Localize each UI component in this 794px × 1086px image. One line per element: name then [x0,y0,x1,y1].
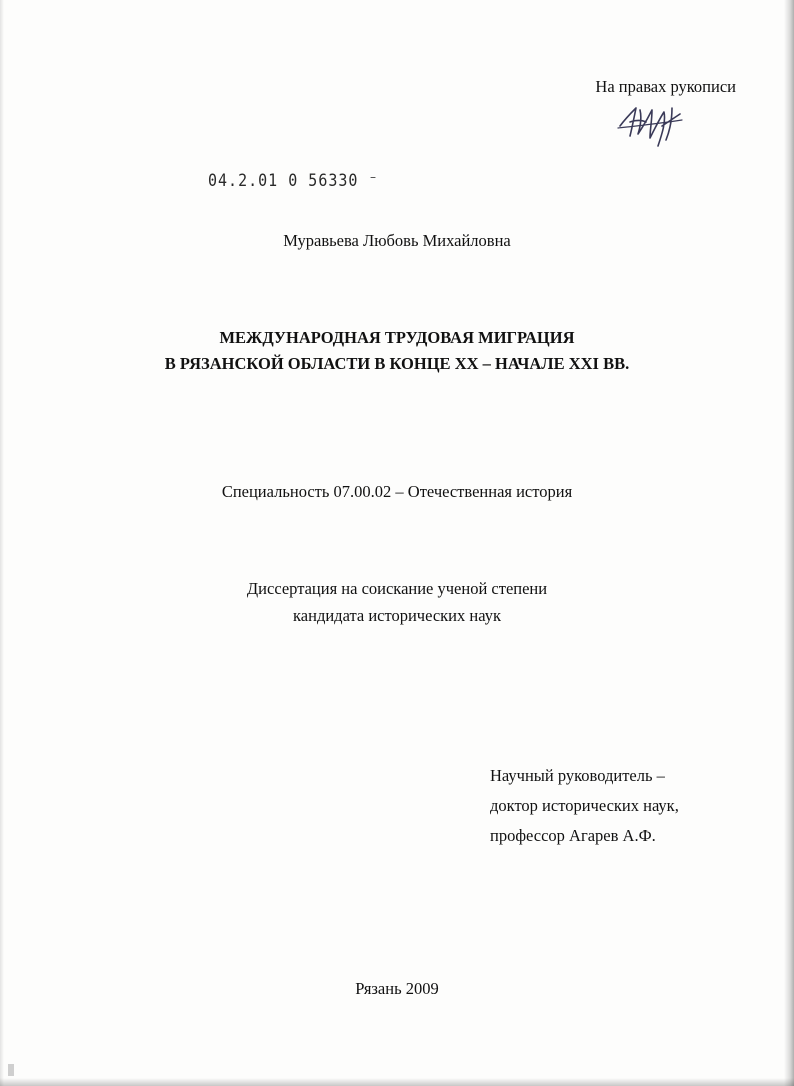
scientific-advisor [490,761,679,851]
manuscript-rights-label: На правах рукописи [595,77,736,96]
title-line-1: МЕЖДУНАРОДНАЯ ТРУДОВАЯ МИГРАЦИЯ [219,328,575,347]
specialty-line: Специальность 07.00.02 – Отечественная история [221,482,573,501]
city-year: Рязань 2009 [355,979,439,998]
scan-edge-right [784,0,794,1086]
advisor-line-3: профессор Агарев А.Ф. [490,826,656,845]
scan-artifact [8,1064,14,1076]
degree-line-2: кандидата исторических наук [293,606,501,625]
dissertation-title [0,325,794,377]
author-name: Муравьева Любовь Михайловна [283,231,511,250]
handwritten-signature [616,100,686,152]
library-registration-stamp: 04.2.01 0 56330 ⁻ [208,170,379,191]
advisor-line-1: Научный руководитель – [490,766,665,785]
degree-statement [0,575,794,629]
scan-edge-left [0,0,4,1086]
advisor-line-2: доктор исторических наук, [490,796,679,815]
degree-line-1: Диссертация на соискание ученой степени [246,579,548,598]
scan-edge-bottom [0,1078,794,1086]
title-line-2: В РЯЗАНСКОЙ ОБЛАСТИ В КОНЦЕ XX – НАЧАЛЕ XXI ВВ. [164,354,630,373]
